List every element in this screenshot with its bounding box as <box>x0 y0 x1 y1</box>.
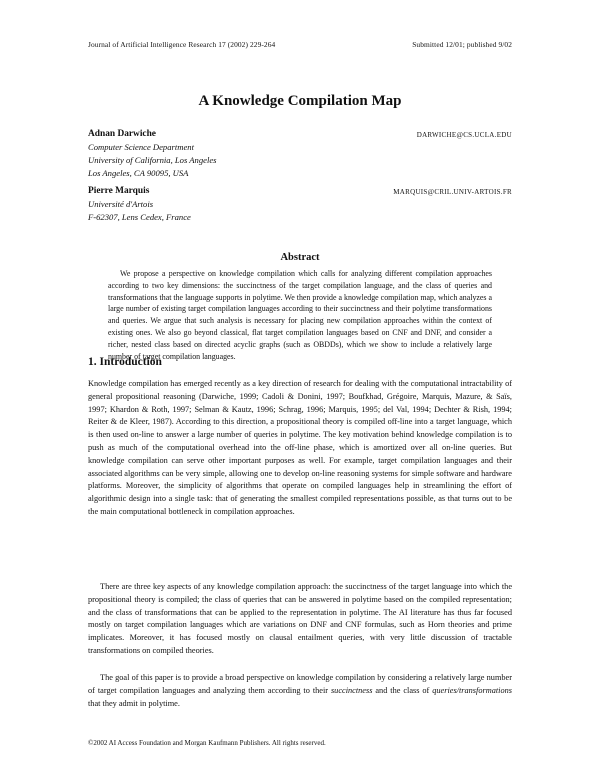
paragraph-text: The goal of this paper is to provide a broad perspective on knowledge compilation by considering a relatively large number of target compilation languages and analyzing them according to their <box>88 673 512 695</box>
intro-paragraph-3 <box>88 672 512 710</box>
section-heading: 1. Introduction <box>88 356 162 368</box>
paper-title: A Knowledge Compilation Map <box>198 93 402 109</box>
author-name-2: Pierre Marquis <box>88 186 150 196</box>
journal-header: Journal of Artificial Intelligence Research 17 (2002) 229-264 <box>88 40 276 49</box>
affiliation-line: University of California, Los Angeles <box>88 155 217 165</box>
emphasis-succinctness: succinctness <box>330 685 373 695</box>
submission-dates: Submitted 12/01; published 9/02 <box>412 40 512 49</box>
author-email-2: MARQUIS@CRIL.UNIV-ARTOIS.FR <box>393 188 512 196</box>
emphasis-queries: queries/transformations <box>432 685 512 695</box>
author-name-1: Adnan Darwiche <box>88 129 156 139</box>
intro-paragraph-2: There are three key aspects of any knowledge compilation approach: the succinctness of the target language into which the propositional theory is compiled; the class of queries that can be answered in polytime based on the compiled representation; and the class of transformations that can be applied to the representation in polytime. The AI literature has thus far focused mostly on target compilation languages which are variations on DNF and CNF formulas, such as Horn theories and prime implicates. Moreover, it has focused mostly on clausal entailment queries, with very little discussion of tractable transformations on compiled theories. <box>88 582 512 655</box>
affiliation-line: F-62307, Lens Cedex, France <box>88 212 191 222</box>
copyright-footer: ©2002 AI Access Foundation and Morgan Kaufmann Publishers. All rights reserved. <box>88 739 326 747</box>
author-affiliation-1 <box>88 141 217 180</box>
paragraph-text: that they admit in polytime. <box>88 698 180 708</box>
abstract-heading: Abstract <box>280 252 320 263</box>
affiliation-line: Université d'Artois <box>88 199 154 209</box>
affiliation-line: Computer Science Department <box>88 142 194 152</box>
affiliation-line: Los Angeles, CA 90095, USA <box>88 168 189 178</box>
abstract-text: We propose a perspective on knowledge compilation which calls for analyzing different compilation approaches according to two key dimensions: the succinctness of the target compilation language, and the class of queries and transformations that the language supports in polytime. We then provide a knowledge compilation map, which analyzes a large number of existing target compilation languages according to their succinctness and their polytime transformations and queries. We argue that such analysis is necessary for placing new compilation approaches within the context of existing ones. We also go beyond classical, flat target compilation languages based on CNF and DNF, and consider a richer, nested class based on directed acyclic graphs (such as OBDDs), which we show to include a relatively large number of target compilation languages. <box>108 269 492 361</box>
paragraph-text: and the class of <box>372 685 433 695</box>
intro-paragraph-1: Knowledge compilation has emerged recently as a key direction of research for dealing with the computational intractability of general propositional reasoning (Darwiche, 1999; Cadoli & Donini, 1997; Boufkhad, Grégoire, Marquis, Mazure, & Saïs, 1997; Khardon & Roth, 1997; Selman & Kautz, 1996; Schrag, 1996; Marquis, 1995; del Val, 1994; Dechter & Rish, 1994; Reiter & de Kleer, 1987). According to this direction, a propositional theory is compiled off-line into a target language, which is then used on-line to answer a large number of queries in polytime. The key motivation behind knowledge compilation is to push as much of the computational overhead into the off-line phase, which is amortized over all on-line queries. But knowledge compilation can serve other important purposes as well. For example, target compilation languages and their associated algorithms can be very simple, allowing one to develop on-line reasoning systems for simple software and hardware platforms. Moreover, the simplicity of algorithms that operate on compiled languages help in streamlining the effort of algorithmic design into a single task: that of generating the smallest compiled representations possible, as that turns out to be the main computational bottleneck in compilation approaches. <box>88 379 512 516</box>
author-email-1: DARWICHE@CS.UCLA.EDU <box>416 131 512 139</box>
author-affiliation-2 <box>88 198 191 224</box>
